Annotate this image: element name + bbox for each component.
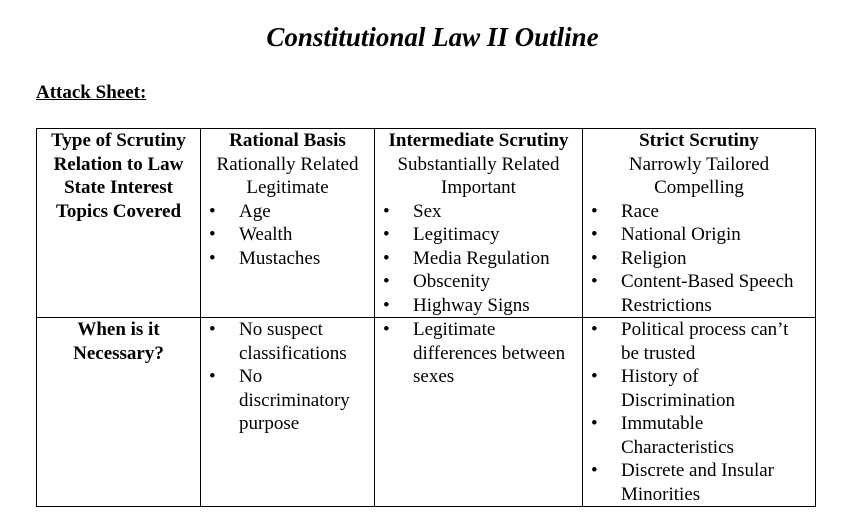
cell-rational-topics	[201, 200, 375, 318]
header-strict-scrutiny: Strict Scrutiny	[583, 129, 816, 153]
list-item: • Religion	[587, 247, 811, 271]
list-item: • No suspect classifications	[205, 318, 370, 365]
list-item: • Legitimacy	[379, 223, 578, 247]
header-type-of-scrutiny: Type of Scrutiny	[37, 129, 201, 153]
cell-intermediate-interest: Important	[375, 176, 583, 200]
row-label-when-necessary: When is it Necessary?	[37, 318, 201, 507]
list-item: • Race	[587, 200, 811, 224]
list-item: • Highway Signs	[379, 294, 578, 318]
table-header-row	[37, 129, 816, 153]
list-item: • Political process can’t be trusted	[587, 318, 811, 365]
list-item: • Wealth	[205, 223, 370, 247]
cell-rational-necessary	[201, 318, 375, 507]
list-strict-topics	[587, 200, 811, 318]
list-item: • Age	[205, 200, 370, 224]
table-row-topics	[37, 200, 816, 318]
cell-strict-necessary	[583, 318, 816, 507]
cell-strict-interest: Compelling	[583, 176, 816, 200]
list-item: • Obscenity	[379, 270, 578, 294]
scrutiny-table	[36, 128, 816, 507]
list-intermediate-topics	[379, 200, 578, 318]
list-item: • Media Regulation	[379, 247, 578, 271]
cell-strict-relation: Narrowly Tailored	[583, 153, 816, 177]
list-item: • Content-Based Speech Restrictions	[587, 270, 811, 317]
list-item: • Sex	[379, 200, 578, 224]
list-item: • Legitimate differences between sexes	[379, 318, 578, 389]
list-strict-necessary	[587, 318, 811, 506]
cell-rational-relation: Rationally Related	[201, 153, 375, 177]
row-label-relation-to-law: Relation to Law	[37, 153, 201, 177]
table-row-relation	[37, 153, 816, 177]
cell-rational-interest: Legitimate	[201, 176, 375, 200]
list-item: • History of Discrimination	[587, 365, 811, 412]
list-item: • Mustaches	[205, 247, 370, 271]
list-item: • No discriminatory purpose	[205, 365, 370, 436]
cell-strict-topics	[583, 200, 816, 318]
row-label-state-interest: State Interest	[37, 176, 201, 200]
document-title: Constitutional Law II Outline	[266, 22, 599, 52]
list-item: • National Origin	[587, 223, 811, 247]
list-item: • Immutable Characteristics	[587, 412, 811, 459]
table-row-necessary	[37, 318, 816, 507]
section-heading: Attack Sheet:	[36, 82, 147, 103]
cell-intermediate-relation: Substantially Related	[375, 153, 583, 177]
cell-intermediate-topics	[375, 200, 583, 318]
list-item: • Discrete and Insular Minorities	[587, 459, 811, 506]
list-intermediate-necessary	[379, 318, 578, 389]
list-rational-topics	[205, 200, 370, 271]
row-label-topics-covered: Topics Covered	[37, 200, 201, 318]
table-row-state-interest	[37, 176, 816, 200]
header-intermediate-scrutiny: Intermediate Scrutiny	[375, 129, 583, 153]
cell-intermediate-necessary	[375, 318, 583, 507]
header-rational-basis: Rational Basis	[201, 129, 375, 153]
list-rational-necessary	[205, 318, 370, 436]
